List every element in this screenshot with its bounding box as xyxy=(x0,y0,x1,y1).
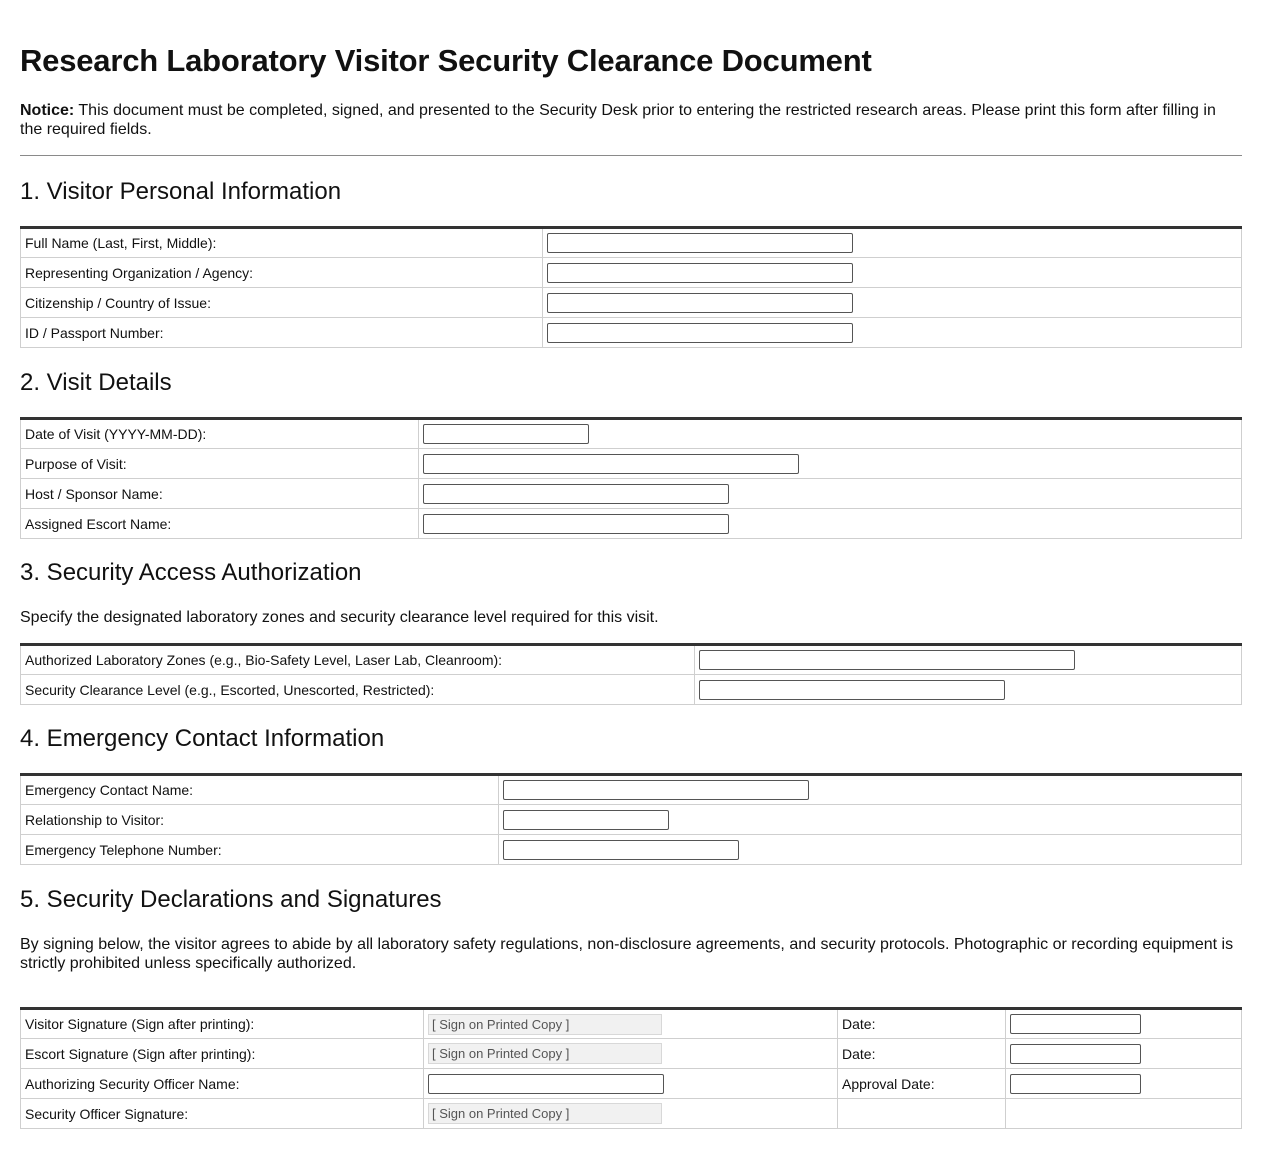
passport-number-field[interactable] xyxy=(547,323,853,343)
document-title: Research Laboratory Visitor Security Clearance Document xyxy=(20,43,872,78)
clearance-level-field[interactable] xyxy=(699,680,1005,700)
field-label: ID / Passport Number: xyxy=(21,318,543,348)
field-label: Relationship to Visitor: xyxy=(21,805,499,835)
section-heading-emergency-contact: 4. Emergency Contact Information xyxy=(20,725,385,752)
notice-label: Notice: xyxy=(20,102,75,119)
field-label: Authorized Laboratory Zones (e.g., Bio-Safety Level, Laser Lab, Cleanroom): xyxy=(21,645,695,675)
table-row xyxy=(21,449,1242,479)
emergency-contact-name-field[interactable] xyxy=(503,780,809,800)
field-label: Emergency Contact Name: xyxy=(21,775,499,805)
field-label: Representing Organization / Agency: xyxy=(21,258,543,288)
escort-signature-date-field[interactable] xyxy=(1010,1044,1141,1064)
table-row xyxy=(21,1069,1242,1099)
table-row xyxy=(21,1099,1242,1129)
access-authorization-table xyxy=(20,643,1242,705)
approval-date-field[interactable] xyxy=(1010,1074,1141,1094)
table-row xyxy=(21,479,1242,509)
visit-details-table xyxy=(20,417,1242,539)
field-label: Visitor Signature (Sign after printing): xyxy=(21,1009,424,1039)
escort-name-field[interactable] xyxy=(423,514,729,534)
table-row xyxy=(21,419,1242,449)
field-label: Host / Sponsor Name: xyxy=(21,479,419,509)
section-heading-declarations: 5. Security Declarations and Signatures xyxy=(20,886,442,913)
field-label: Purpose of Visit: xyxy=(21,449,419,479)
table-row xyxy=(21,775,1242,805)
organization-field[interactable] xyxy=(547,263,853,283)
table-row xyxy=(21,509,1242,539)
field-label: Escort Signature (Sign after printing): xyxy=(21,1039,424,1069)
visit-purpose-field[interactable] xyxy=(423,454,799,474)
escort-signature-field: [ Sign on Printed Copy ] xyxy=(428,1043,662,1064)
citizenship-field[interactable] xyxy=(547,293,853,313)
table-row xyxy=(21,318,1242,348)
emergency-contact-table xyxy=(20,773,1242,865)
visitor-signature-field: [ Sign on Printed Copy ] xyxy=(428,1014,662,1035)
field-label: Emergency Telephone Number: xyxy=(21,835,499,865)
visitor-signature-date-field[interactable] xyxy=(1010,1014,1141,1034)
table-row xyxy=(21,288,1242,318)
declaration-text: By signing below, the visitor agrees to abide by all laboratory safety regulations, non-disclosure agreements, and security protocols. Photographic or recording equipment is strictly prohibited unless specifically authorized. xyxy=(20,936,1234,972)
empty-cell xyxy=(1006,1099,1242,1129)
section-heading-visitor-info: 1. Visitor Personal Information xyxy=(20,178,342,205)
security-officer-signature-field: [ Sign on Printed Copy ] xyxy=(428,1103,662,1124)
section-heading-visit-details: 2. Visit Details xyxy=(20,369,172,396)
field-label: Full Name (Last, First, Middle): xyxy=(21,228,543,258)
security-officer-name-field[interactable] xyxy=(428,1074,664,1094)
empty-cell xyxy=(838,1099,1006,1129)
date-label: Approval Date: xyxy=(838,1069,1006,1099)
lab-zones-field[interactable] xyxy=(699,650,1075,670)
table-row xyxy=(21,805,1242,835)
field-label: Assigned Escort Name: xyxy=(21,509,419,539)
visitor-info-table xyxy=(20,226,1242,348)
full-name-field[interactable] xyxy=(547,233,853,253)
field-label: Security Officer Signature: xyxy=(21,1099,424,1129)
date-label: Date: xyxy=(838,1039,1006,1069)
notice-paragraph xyxy=(20,101,1242,139)
notice-text: This document must be completed, signed, and presented to the Security Desk prior to entering the restricted research areas. Please print this form after filling in the required fields. xyxy=(20,102,1216,138)
table-row xyxy=(21,645,1242,675)
access-intro-text: Specify the designated laboratory zones and security clearance level required for this visit. xyxy=(20,609,659,626)
relationship-field[interactable] xyxy=(503,810,669,830)
visit-date-field[interactable] xyxy=(423,424,589,444)
title-divider xyxy=(20,155,1242,156)
field-label: Citizenship / Country of Issue: xyxy=(21,288,543,318)
host-sponsor-field[interactable] xyxy=(423,484,729,504)
date-label: Date: xyxy=(838,1009,1006,1039)
table-row xyxy=(21,1039,1242,1069)
section-heading-access-authorization: 3. Security Access Authorization xyxy=(20,559,362,586)
table-row xyxy=(21,835,1242,865)
signatures-table xyxy=(20,1007,1242,1129)
table-row xyxy=(21,258,1242,288)
table-row xyxy=(21,228,1242,258)
table-row xyxy=(21,1009,1242,1039)
emergency-phone-field[interactable] xyxy=(503,840,739,860)
field-label: Security Clearance Level (e.g., Escorted, Unescorted, Restricted): xyxy=(21,675,695,705)
field-label: Authorizing Security Officer Name: xyxy=(21,1069,424,1099)
table-row xyxy=(21,675,1242,705)
field-label: Date of Visit (YYYY-MM-DD): xyxy=(21,419,419,449)
